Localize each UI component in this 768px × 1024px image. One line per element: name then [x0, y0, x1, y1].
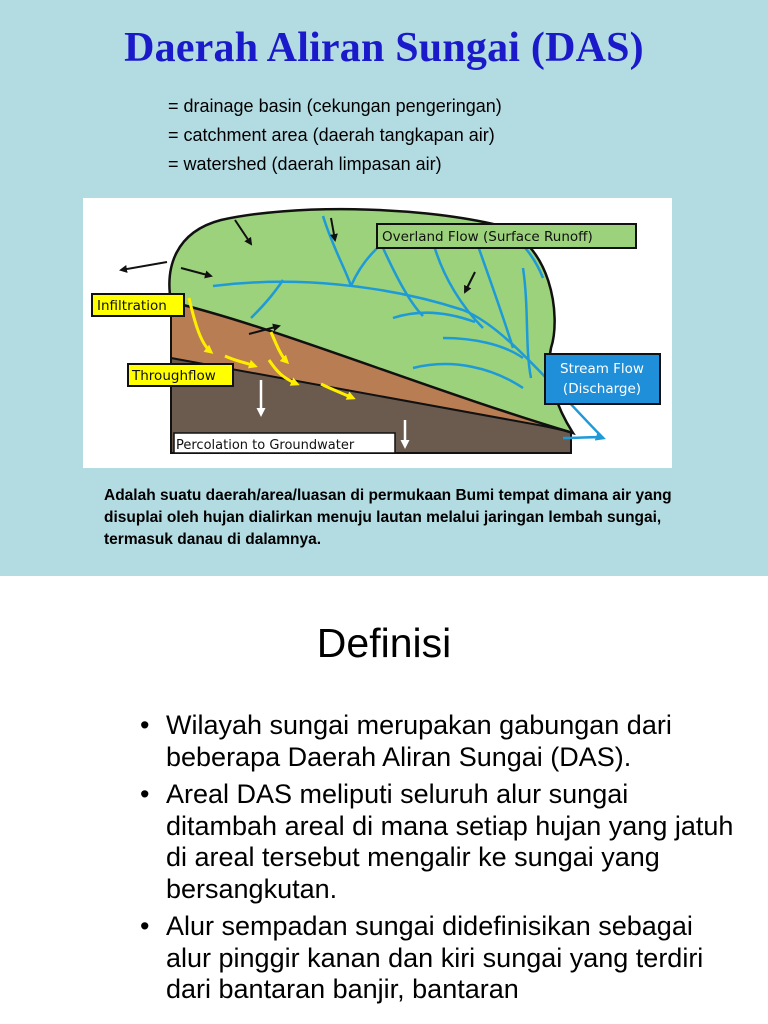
stream-flow-label-line1: Stream Flow [560, 361, 644, 377]
bullet-marker: • [140, 710, 150, 740]
watershed-diagram-svg [83, 198, 672, 468]
equivalent-catchment-area: = catchment area (daerah tangkapan air) [168, 125, 495, 145]
definition-heading: Definisi [316, 620, 452, 666]
definition-bullet [140, 911, 740, 1006]
definition-bullet-text: Areal DAS meliputi seluruh alur sungai ditambah areal di mana setiap hujan yang jatuh di areal tersebut mengalir ke sungai yang bersangkutan. [166, 779, 734, 904]
overland-flow-label: Overland Flow (Surface Runoff) [382, 229, 593, 245]
stream-flow-label-line2: (Discharge) [562, 381, 642, 397]
throughflow-label: Throughflow [132, 368, 216, 384]
definition-bullet-text: Alur sempadan sungai didefinisikan sebagai alur pinggir kanan dan kiri sungai yang terdiri dari bantaran banjir, bantaran [166, 911, 704, 1004]
definition-bullet-list [140, 710, 740, 1012]
definition-bullet [140, 779, 740, 905]
percolation-label: Percolation to Groundwater [176, 438, 355, 453]
infiltration-label: Infiltration [97, 298, 167, 314]
definition-bullet-text: Wilayah sungai merupakan gabungan dari beberapa Daerah Aliran Sungai (DAS). [166, 710, 672, 772]
bullet-marker: • [140, 779, 150, 809]
bullet-marker: • [140, 911, 150, 941]
watershed-description: Adalah suatu daerah/area/luasan di permukaan Bumi tempat dimana air yang disuplai oleh hujan dialirkan menuju lautan melalui jaringan lembah sungai, termasuk danau di dalamnya. [104, 487, 672, 548]
equivalent-watershed: = watershed (daerah limpasan air) [168, 154, 442, 174]
equivalent-drainage-basin: = drainage basin (cekungan pengeringan) [168, 96, 502, 116]
slide-definition [0, 576, 768, 1024]
definition-bullet [140, 710, 740, 773]
slide-title: Daerah Aliran Sungai (DAS) [124, 25, 644, 71]
watershed-diagram [83, 198, 672, 468]
